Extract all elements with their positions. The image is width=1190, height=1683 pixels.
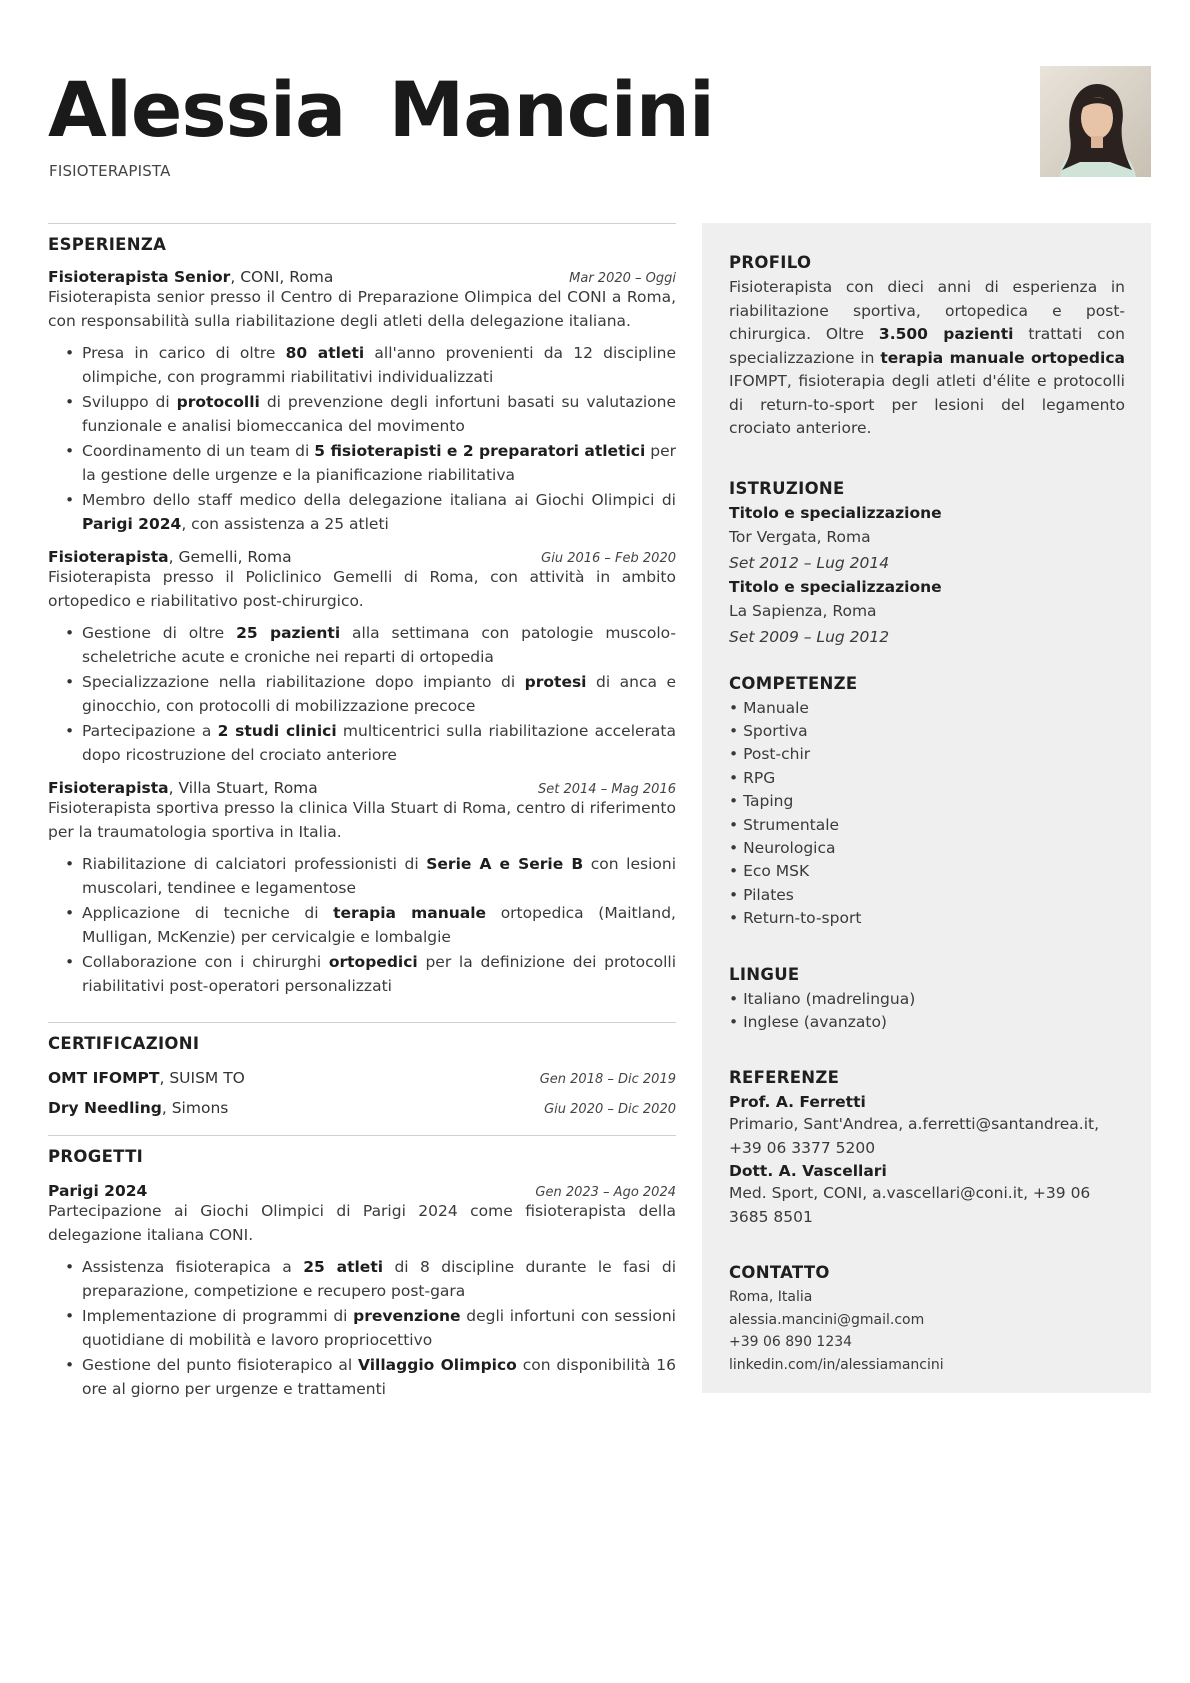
job-place: , Gemelli, Roma [168,548,292,566]
education-school: Tor Vergata, Roma [729,527,871,546]
education-dates: Set 2012 – Lug 2014 [729,553,890,572]
contact-location: Roma, Italia [729,1289,813,1306]
job-title: Fisioterapista [48,779,169,797]
job-bullet: • Riabilitazione di calciatori professionisti di Serie A e Serie B con lesioni muscolari, tendinee e legamentose [48,853,676,900]
skill-item: • RPG [729,768,776,787]
certification-dates: Giu 2020 – Dic 2020 [544,1102,676,1117]
skills-heading: COMPETENZE [729,673,858,693]
certification-dates: Gen 2018 – Dic 2019 [539,1072,676,1087]
candidate-role: FISIOTERAPISTA [49,162,171,180]
certification-issuer: , SUISM TO [159,1069,245,1087]
skill-item: • Eco MSK [729,862,810,881]
project-bullet: • Implementazione di programmi di prevenzione degli infortuni con sessioni quotidiane di mobilità e lavoro propriocettivo [48,1305,676,1352]
section-divider [48,1022,676,1023]
reference-name: Dott. A. Vascellari [729,1162,887,1181]
profile-heading: PROFILO [729,253,812,272]
contact-heading: CONTATTO [729,1263,830,1283]
project-dates: Gen 2023 – Ago 2024 [535,1185,676,1200]
skill-item: • Sportiva [729,721,808,740]
skill-item: • Manuale [729,698,809,717]
education-dates: Set 2009 – Lug 2012 [729,627,890,646]
job-dates: Mar 2020 – Oggi [569,271,676,286]
reference-details: Med. Sport, CONI, a.vascellari@coni.it, +39 06 3685 8501 [729,1184,1091,1226]
project-entry [48,1182,676,1401]
skill-item: • Strumentale [729,815,840,834]
main-column [48,223,676,1403]
sidebar [702,223,1151,1393]
job-bullet: • Applicazione di tecniche di terapia manuale ortopedica (Maitland, Mulligan, McKenzie) per cervicalgie e lombalgie [48,902,676,949]
project-bullet: • Gestione del punto fisioterapico al Villaggio Olimpico con disponibilità 16 ore al giorno per urgenze e trattamenti [48,1354,676,1401]
job-bullet: • Presa in carico di oltre 80 atleti all'anno provenienti da 12 discipline olimpiche, con programmi riabilitativi individualizzati [48,342,676,389]
project-name: Parigi 2024 [48,1182,148,1200]
skill-item: • Pilates [729,885,794,904]
job-bullet: • Coordinamento di un team di 5 fisioterapisti e 2 preparatori atletici per la gestione delle urgenze e la pianificazione riabilitativa [48,440,676,487]
skill-item: • Post-chir [729,745,811,764]
job-bullets [48,853,676,998]
job-bullet: • Gestione di oltre 25 pazienti alla settimana con patologie muscolo-scheletriche acute e croniche nei reparti di ortopedia [48,622,676,669]
reference-name: Prof. A. Ferretti [729,1093,866,1112]
section-divider [48,223,676,224]
education-heading: ISTRUZIONE [729,478,845,498]
job-entry [48,268,676,536]
languages-heading: LINGUE [729,964,800,984]
project-header [48,1182,676,1200]
project-description: Partecipazione ai Giochi Olimpici di Parigi 2024 come fisioterapista della delegazione italiana CONI. [48,1202,676,1244]
projects-heading: PROGETTI [48,1147,144,1166]
education-degree: Titolo e specializzazione [729,577,942,596]
job-bullets [48,622,676,767]
job-entry [48,779,676,998]
skill-item: • Neurologica [729,838,836,857]
experience-heading: ESPERIENZA [48,235,167,254]
job-dates: Giu 2016 – Feb 2020 [541,551,676,566]
job-description: Fisioterapista sportiva presso la clinica Villa Stuart di Roma, centro di riferimento per la traumatologia sportiva in Italia. [48,799,676,841]
reference-entry [729,1091,1125,1160]
job-place: , CONI, Roma [230,268,334,286]
profile-summary: Fisioterapista con dieci anni di esperienza in riabilitazione sportiva, ortopedica e post-chirurgica. Oltre 3.500 pazienti trattati con specializzazione in terapia manuale ortopedica IFOMPT, fisioterapia degli atleti d'élite e protocolli di return-to-sport per lesioni del legamento crociato anteriore. [729,278,1125,437]
languages-list [729,988,1125,1035]
portrait-image [1040,66,1151,177]
certification-name: Dry Needling [48,1099,162,1117]
certification-entry [48,1099,676,1117]
job-header [48,779,676,797]
job-bullet: • Collaborazione con i chirurghi ortopedici per la definizione dei protocolli riabilitativi post-operatori personalizzati [48,951,676,998]
skills-list [729,697,1125,931]
job-entry [48,548,676,767]
language-item: • Inglese (avanzato) [729,1012,887,1031]
job-place: , Villa Stuart, Roma [168,779,318,797]
job-bullet: • Partecipazione a 2 studi clinici multicentrici sulla riabilitazione accelerata dopo ricostruzione del crociato anteriore [48,720,676,767]
contact-linkedin[interactable]: linkedin.com/in/alessiamancini [729,1356,944,1373]
job-description: Fisioterapista senior presso il Centro di Preparazione Olimpica del CONI a Roma, con responsabilità sulla riabilitazione degli atleti della delegazione italiana. [48,288,676,330]
candidate-name: Alessia Mancini [48,65,714,154]
certification-name: OMT IFOMPT [48,1069,160,1087]
job-bullet: • Specializzazione nella riabilitazione dopo impianto di protesi di anca e ginocchio, con protocolli di mobilizzazione precoce [48,671,676,718]
contact-phone[interactable]: +39 06 890 1234 [729,1334,853,1351]
references-heading: REFERENZE [729,1068,840,1088]
profile-photo [1040,66,1151,177]
job-bullet: • Membro dello staff medico della delegazione italiana ai Giochi Olimpici di Parigi 2024, con assistenza a 25 atleti [48,489,676,536]
project-bullet: • Assistenza fisioterapica a 25 atleti di 8 discipline durante le fasi di preparazione, competizione e recupero post-gara [48,1256,676,1303]
job-title: Fisioterapista Senior [48,268,231,286]
certification-entry [48,1069,676,1087]
language-item: • Italiano (madrelingua) [729,989,916,1008]
education-school: La Sapienza, Roma [729,601,877,620]
certification-issuer: , Simons [161,1099,229,1117]
job-header [48,548,676,566]
education-entry [729,576,1125,650]
education-degree: Titolo e specializzazione [729,503,942,522]
skill-item: • Taping [729,792,794,811]
reference-details: Primario, Sant'Andrea, a.ferretti@santandrea.it, +39 06 3377 5200 [729,1115,1100,1157]
job-dates: Set 2014 – Mag 2016 [538,782,676,797]
certifications-heading: CERTIFICAZIONI [48,1034,200,1053]
education-entry [729,502,1125,576]
job-description: Fisioterapista presso il Policlinico Gemelli di Roma, con attività in ambito ortopedico e riabilitativo post-chirurgico. [48,568,676,610]
project-bullets [48,1256,676,1401]
section-divider [48,1135,676,1136]
job-bullets [48,342,676,536]
contact-email[interactable]: alessia.mancini@gmail.com [729,1311,925,1328]
reference-entry [729,1160,1125,1229]
skill-item: • Return-to-sport [729,909,862,928]
job-bullet: • Sviluppo di protocolli di prevenzione degli infortuni basati su valutazione funzionale e analisi biomeccanica del movimento [48,391,676,438]
job-title: Fisioterapista [48,548,169,566]
job-header [48,268,676,286]
